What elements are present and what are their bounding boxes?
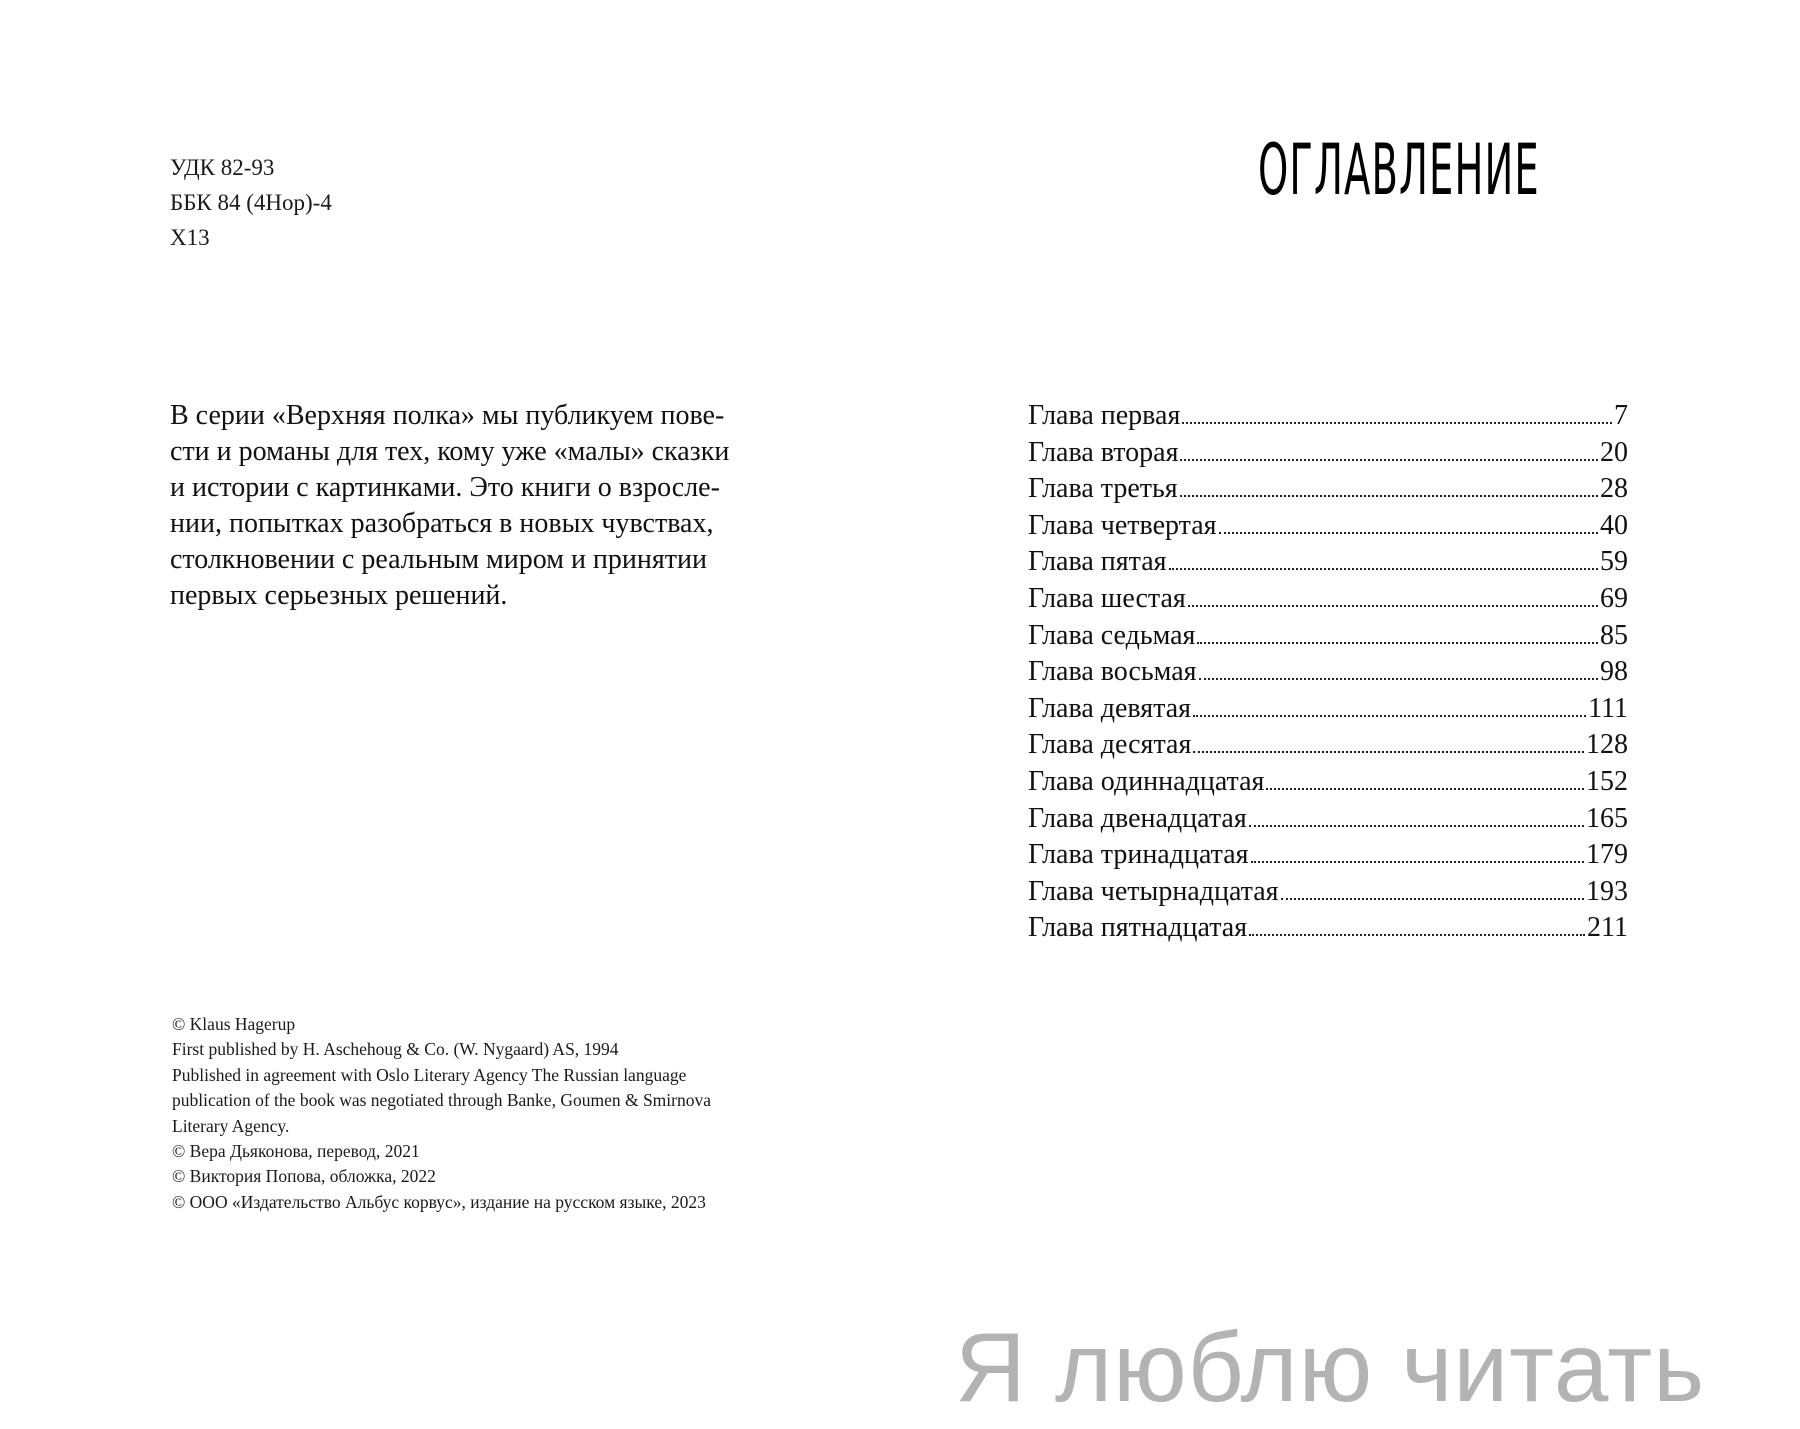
- copyright-line: publication of the book was negotiated through Banke, Goumen & Smirnova: [172, 1090, 711, 1111]
- copyright-line: © Вера Дьяконова, перевод, 2021: [172, 1141, 420, 1162]
- dot-leader: [1281, 898, 1584, 900]
- toc-entry-label: Глава вторая: [1028, 436, 1179, 468]
- toc-entry-page: 28: [1600, 473, 1628, 505]
- toc-entry: [1028, 876, 1628, 913]
- copyright-line: © ООО «Издательство Альбус корвус», издание на русском языке, 2023: [172, 1191, 706, 1212]
- toc-entry-label: Глава третья: [1028, 473, 1178, 505]
- blurb-line: столкновении с реальным миром и принятии: [170, 544, 707, 575]
- dot-leader: [1180, 495, 1598, 497]
- toc-entry-page: 20: [1600, 436, 1628, 468]
- toc-entry: [1028, 510, 1628, 547]
- toc-entry: [1028, 656, 1628, 693]
- blurb-line: и истории с картинками. Это книги о взросле-: [170, 472, 720, 503]
- dot-leader: [1169, 568, 1598, 570]
- toc-entry: [1028, 912, 1628, 949]
- catalog-codes: [170, 150, 332, 255]
- blurb-line: первых серьезных решений.: [170, 580, 508, 611]
- copyright-block: [172, 1012, 782, 1215]
- toc-entry: [1028, 437, 1628, 474]
- toc-entry: [1028, 839, 1628, 876]
- toc-entry: [1028, 729, 1628, 766]
- toc-entry-label: Глава четвертая: [1028, 509, 1217, 541]
- toc-entry-page: 128: [1586, 729, 1628, 761]
- bbk-code: ББК 84 (4Нор)-4: [170, 190, 332, 215]
- toc-entry: [1028, 583, 1628, 620]
- toc-entry-page: 7: [1614, 400, 1628, 431]
- toc-entry-label: Глава пятая: [1028, 546, 1167, 578]
- toc-entry-page: 85: [1600, 619, 1628, 651]
- toc-entry: [1028, 803, 1628, 840]
- toc-entry-label: Глава седьмая: [1028, 619, 1196, 651]
- toc-entry-page: 193: [1586, 875, 1628, 907]
- dot-leader: [1193, 715, 1586, 717]
- toc-entry-label: Глава двенадцатая: [1028, 802, 1247, 834]
- copyright-line: © Виктория Попова, обложка, 2022: [172, 1166, 436, 1187]
- dot-leader: [1249, 934, 1585, 936]
- toc-entry-label: Глава восьмая: [1028, 656, 1197, 688]
- toc-entry-page: 152: [1586, 765, 1628, 797]
- toc-entry: [1028, 546, 1628, 583]
- copyright-line: First published by H. Aschehoug & Co. (W. Nygaard) AS, 1994: [172, 1039, 619, 1060]
- toc-entry-page: 111: [1588, 692, 1628, 724]
- toc-entry-page: 40: [1600, 509, 1628, 541]
- copyright-line: Published in agreement with Oslo Literary Agency The Russian language: [172, 1064, 687, 1085]
- blurb-line: сти и романы для тех, кому уже «малы» сказки: [170, 436, 730, 467]
- toc-entry-label: Глава девятая: [1028, 692, 1192, 724]
- blurb-line: В серии «Верхняя полка» мы публикуем пове-: [170, 400, 725, 431]
- dot-leader: [1219, 532, 1598, 534]
- dot-leader: [1249, 825, 1584, 827]
- toc-entry-label: Глава десятая: [1028, 729, 1192, 761]
- toc-entry: [1028, 473, 1628, 510]
- dot-leader: [1199, 678, 1598, 680]
- author-mark: Х13: [170, 225, 210, 250]
- blurb-line: нии, попытках разобраться в новых чувствах,: [170, 508, 714, 539]
- toc-entry-label: Глава тринадцатая: [1028, 839, 1249, 871]
- toc-entry: [1028, 766, 1628, 803]
- watermark: Я люблю читать: [955, 1312, 1706, 1422]
- udk-code: УДК 82-93: [170, 155, 275, 180]
- table-of-contents: [1028, 400, 1628, 949]
- toc-entry-label: Глава четырнадцатая: [1028, 875, 1279, 907]
- toc-entry: [1028, 693, 1628, 730]
- dot-leader: [1193, 751, 1584, 753]
- toc-entry-page: 98: [1600, 656, 1628, 688]
- dot-leader: [1182, 422, 1612, 424]
- toc-entry-page: 211: [1587, 912, 1628, 944]
- copyright-line: Literary Agency.: [172, 1115, 290, 1136]
- toc-entry: [1028, 400, 1628, 437]
- toc-entry-page: 59: [1600, 546, 1628, 578]
- toc-entry: [1028, 620, 1628, 657]
- toc-entry-page: 165: [1586, 802, 1628, 834]
- toc-entry-label: Глава пятнадцатая: [1028, 912, 1248, 944]
- dot-leader: [1197, 642, 1598, 644]
- series-description: [170, 398, 790, 614]
- dot-leader: [1180, 459, 1598, 461]
- dot-leader: [1266, 788, 1584, 790]
- dot-leader: [1188, 605, 1598, 607]
- toc-entry-label: Глава одиннадцатая: [1028, 765, 1265, 797]
- dot-leader: [1251, 861, 1584, 863]
- toc-entry-page: 69: [1600, 582, 1628, 614]
- toc-entry-page: 179: [1586, 839, 1628, 871]
- copyright-line: © Klaus Hagerup: [172, 1014, 296, 1034]
- toc-title: ОГЛАВЛЕНИЕ: [1258, 129, 1540, 211]
- toc-entry-label: Глава шестая: [1028, 582, 1186, 614]
- toc-entry-label: Глава первая: [1028, 400, 1181, 431]
